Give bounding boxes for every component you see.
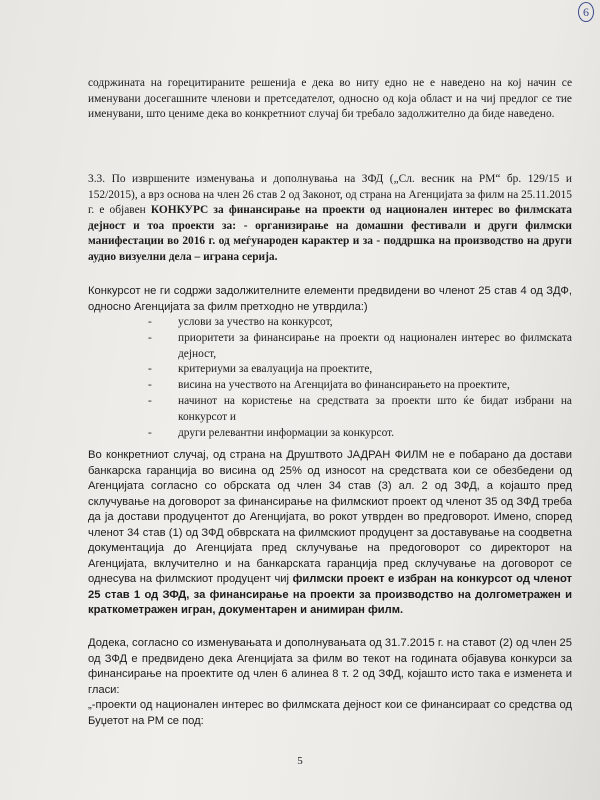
jadran-paragraph-block	[88, 448, 572, 619]
elements-list-item: - критериуми за евалуација на проектите,	[148, 362, 572, 378]
elements-list-item: - приоритети за финансирање на проекти од национален интерес во филмската дејност,	[148, 331, 572, 363]
elements-list-item: - услови за учество на конкурсот,	[148, 315, 572, 331]
final-paragraph-block	[88, 636, 572, 729]
elements-list	[88, 315, 572, 441]
elements-block	[88, 284, 572, 441]
final-quote: „-проекти од национален интерес во филмската дејност кои се финансираат со средства од Буџетот на РМ се под:	[88, 699, 572, 727]
intro-paragraph-block	[88, 76, 572, 123]
jadran-paragraph-text: Во конкретниот случај, од страна на Друштвото ЈАДРАН ФИЛМ не е побарано да достави банкарска гаранција во висина од 25% од износот на средствата кои се обезбедени од Агенцијата согласно со обрската од член 34 став (3) ал. 2 од ЗФД, а којашто пред склучување на договорот за финансирање на филмскиот проект од членот 35 од ЗФД треба да ја достави продуцентот до Агенцијата, во рокот утврден во предговорот. Имено, според членот 34 став (1) од ЗФД обврската на филмскиот продуцент за доставување на соодветна документација до Агенцијата пред склучување на предоговорот со директорот на Агенцијата, вклучително и на банкарската гаранција пред склучување на договорот се однесува на филмскиот продуцент чиј	[88, 449, 572, 585]
section-3-3-text: 3.3. По извршените изменувања и дополнувања на ЗФД („Сл. весник на РМ“ бр. 129/15 и 152/2015), а врз основа на член 26 став 2 од Законот, од страна на Агенцијата за филм на 25.11.2015 г. е објавен	[88, 173, 572, 216]
elements-list-item: - начинот на користење на средствата за проекти што ќе бидат избрани на конкурсот и	[148, 394, 572, 426]
elements-list-item: - висина на учеството на Агенцијата во финансирањето на проектите,	[148, 378, 572, 394]
intro-paragraph: содржината на горецитираните решенија е дека во ниту едно не е наведено на кој начин се именувани досегашните членови и претседателот, односно од која област и на чиј предлог се тие именувани, што цениме дека во конкретниот случај би требало задолжително да биде наведено.	[88, 77, 572, 120]
elements-intro: Конкурсот не ги содржи задолжителните елементи предвидени во членот 25 став 4 од ЗДФ, односно Агенцијата за филм претходно не утврдила:)	[88, 285, 572, 313]
section-3-3-paragraph	[88, 172, 572, 265]
section-3-3-highlight: КОНКУРС за финансирање на проекти од национален интерес во филмската дејност и тоа проекти за: - организирање на домашни фестивали и други филмски манифестации во 2016 г. од меѓународен карактер и за - поддршка на производство на други аудио визуелни дела – играна серија.	[88, 204, 573, 263]
elements-list-item: - други релевантни информации за конкурсот.	[148, 426, 572, 442]
jadran-paragraph	[88, 448, 572, 619]
final-paragraph: Додека, согласно со изменувањата и дополнувањата од 31.7.2015 г. на ставот (2) од член 25 од ЗФД е предвидено дека Агенцијата за филм во текот на годината објавува конкурси за финансирање на проектите од член 6 алинеа 8 т. 2 од ЗФД, којашто исто така е изменета и гласи:	[88, 637, 572, 696]
section-3-3-block	[88, 172, 572, 265]
margin-page-marker: 6	[578, 2, 594, 22]
jadran-paragraph-bold: филмски проект е избран на конкурсот од членот 25 став 1 од ЗФД, за финансирање на проекти за производство на долгометражен и краткометражен игран, документарен и анимиран филм.	[88, 573, 572, 616]
page-number: 5	[297, 755, 303, 767]
